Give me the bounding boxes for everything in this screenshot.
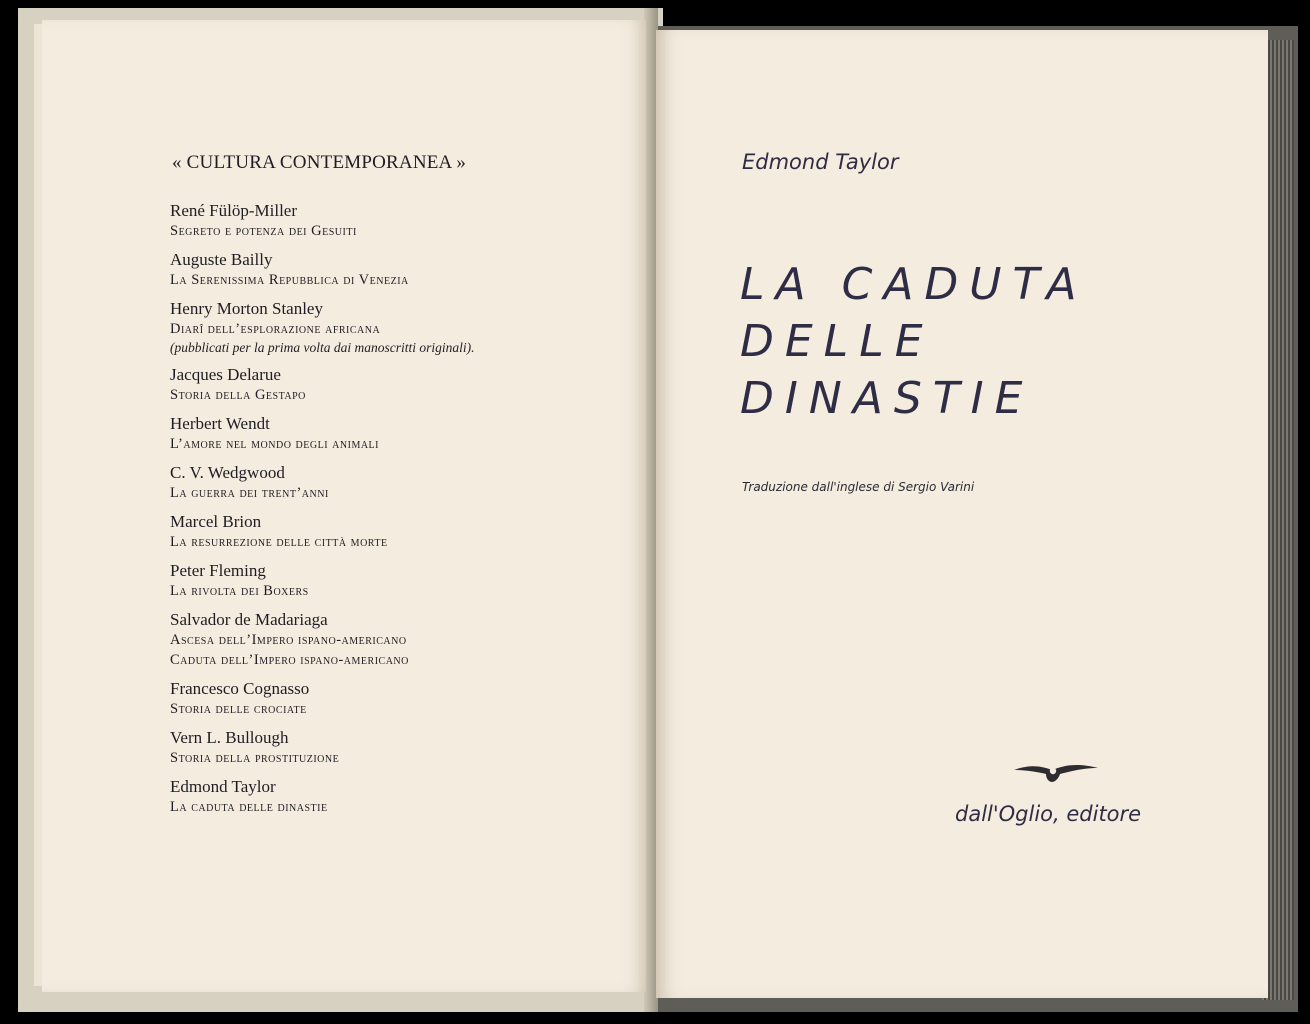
catalog-author: Edmond Taylor [170,777,276,796]
title-page-author: Edmond Taylor [742,150,899,174]
catalog-entry [170,511,630,552]
catalog-author: Herbert Wendt [170,414,270,433]
catalog-entry [170,249,630,290]
catalog-entry [170,727,630,768]
catalog-entry [170,678,630,719]
catalog-book-title: Diarî dell’esplorazione africana [170,321,381,337]
catalog-author: Jacques Delarue [170,365,281,384]
catalog-book-title: La rivolta dei Boxers [170,583,309,599]
catalog-book-title: L’amore nel mondo degli animali [170,436,380,452]
catalog-book-title: Segreto e potenza dei Gesuiti [170,223,357,239]
catalog-entry [170,298,630,356]
catalog-book-title: Storia delle crociate [170,701,307,717]
series-catalog [170,200,630,825]
catalog-entry [170,413,630,454]
catalog-entry [170,609,630,670]
translation-credit: Traduzione dall'inglese di Sergio Varini [742,480,975,494]
catalog-author: Henry Morton Stanley [170,299,323,318]
catalog-book-title: La guerra dei trent’anni [170,485,329,501]
catalog-book-note: (pubblicati per la prima volta dai manoscritti originali). [170,340,475,355]
catalog-author: Vern L. Bullough [170,728,289,747]
right-page [656,30,1268,998]
title-line: DINASTIE [740,373,1034,424]
series-title: « CULTURA CONTEMPORANEA » [172,152,467,173]
catalog-author: René Fülöp-Miller [170,201,298,220]
catalog-book-title: La resurrezione delle città morte [170,534,388,550]
catalog-author: Francesco Cognasso [170,679,310,698]
catalog-book-title: Caduta dell’Impero ispano-americano [170,652,409,668]
title-line: LA CADUTA [740,259,1088,310]
catalog-book-title: Storia della prostituzione [170,750,340,766]
catalog-book-title: La Serenissima Repubblica di Venezia [170,272,409,288]
title-page-title [740,256,1087,427]
catalog-book-title: Ascesa dell’Impero ispano-americano [170,632,407,648]
catalog-author: C. V. Wedgwood [170,463,285,482]
catalog-author: Peter Fleming [170,561,266,580]
publisher-name: dall'Oglio, editore [955,802,1142,826]
catalog-entry [170,560,630,601]
catalog-book-title: Storia della Gestapo [170,387,306,403]
catalog-entry [170,200,630,241]
catalog-author: Marcel Brion [170,512,262,531]
catalog-book-title: La caduta delle dinastie [170,799,328,815]
catalog-entry [170,776,630,817]
title-line: DELLE [740,316,934,367]
catalog-entry [170,462,630,503]
bird-emblem-icon [1012,758,1100,784]
catalog-author: Salvador de Madariaga [170,610,328,629]
catalog-author: Auguste Bailly [170,250,273,269]
catalog-entry [170,364,630,405]
